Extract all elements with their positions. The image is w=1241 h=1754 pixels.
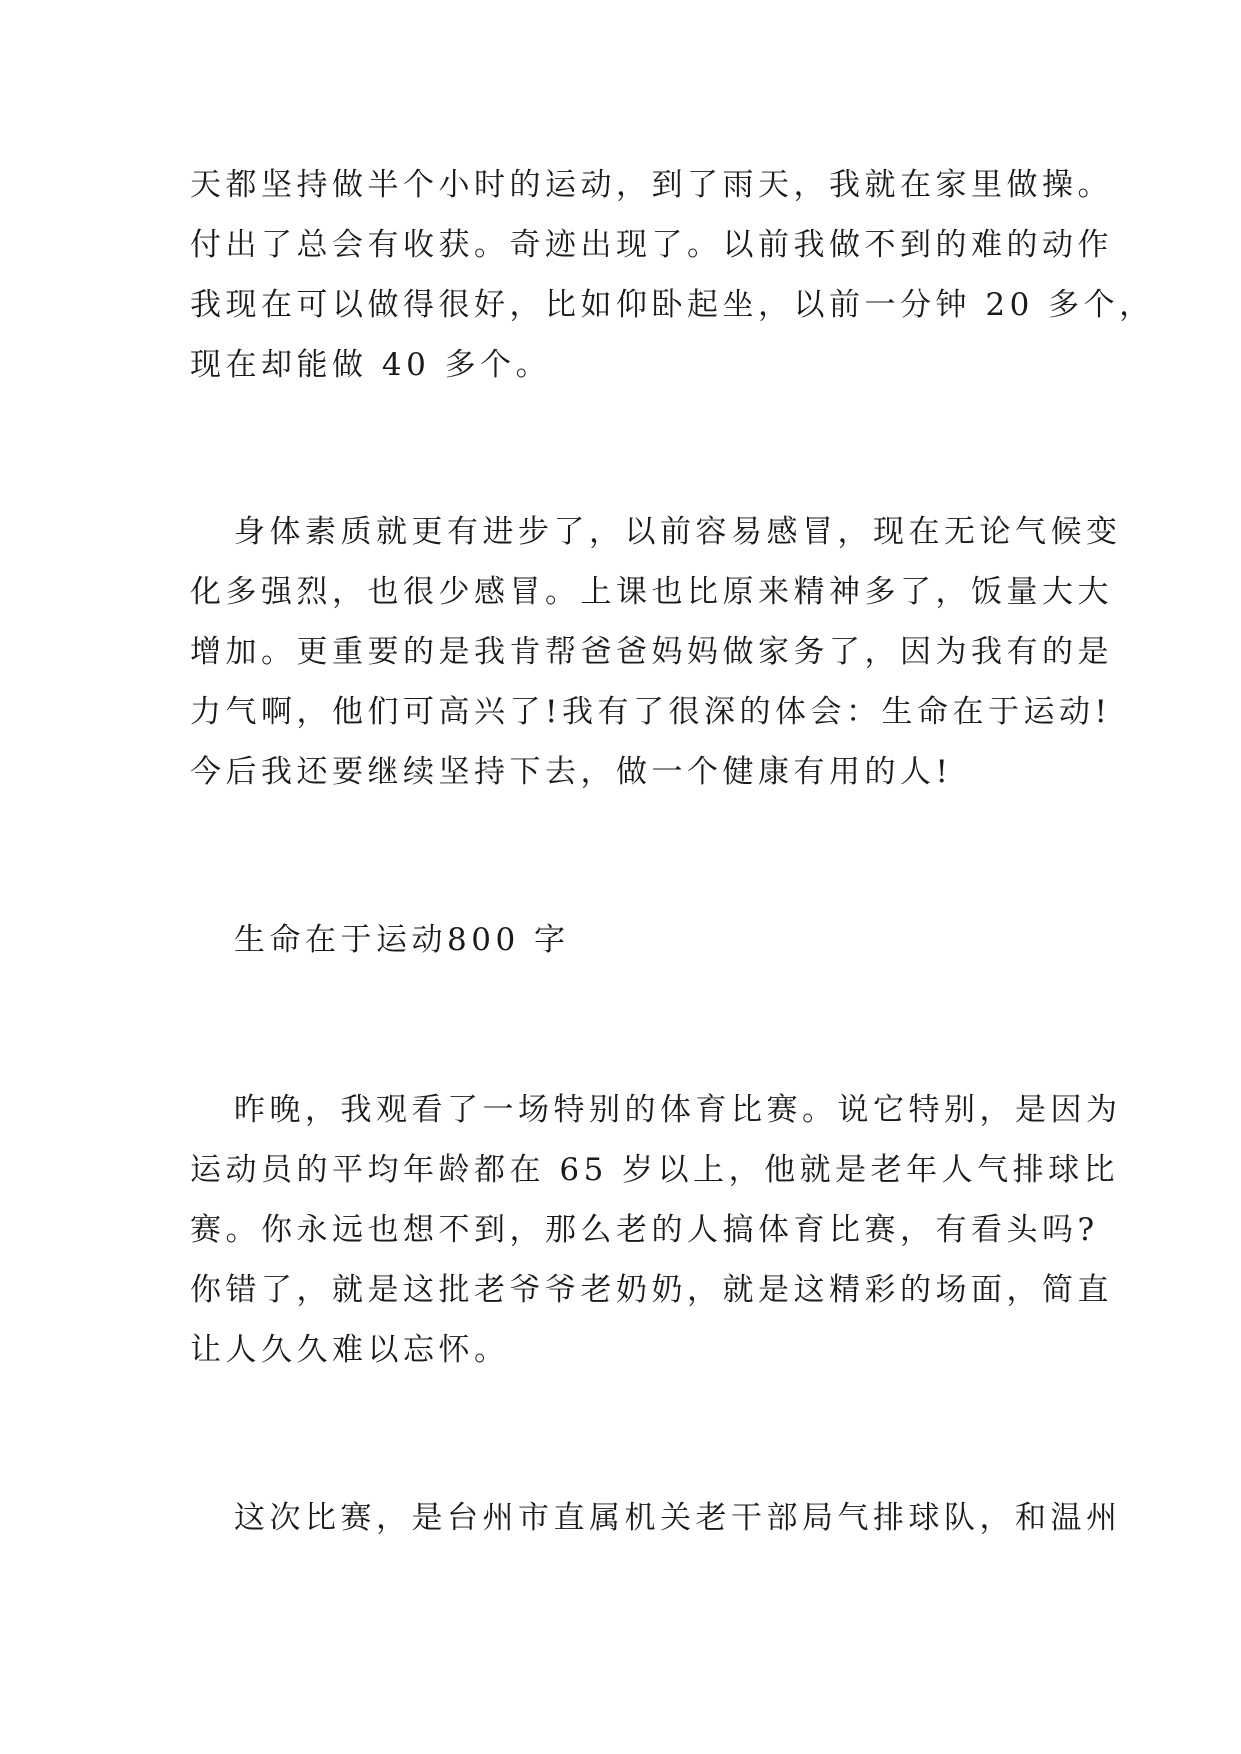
text-line: 今后我还要继续坚持下去，做一个健康有用的人! — [190, 754, 953, 790]
text-line: 你错了，就是这批老爷爷老奶奶，就是这精彩的场面，简直 — [190, 1272, 1113, 1308]
text-line: 增加。更重要的是我肯帮爸爸妈妈做家务了，因为我有的是 — [190, 634, 1113, 670]
text-line: 运动员的平均年龄都在 65 岁以上，他就是老年人气排球比 — [190, 1152, 1120, 1188]
text-line: 化多强烈，也很少感冒。上课也比原来精神多了，饭量大大 — [190, 574, 1113, 610]
section-heading: 生命在于运动800 字 — [234, 922, 570, 958]
text-line: 我现在可以做得很好，比如仰卧起坐，以前一分钟 20 多个， — [190, 287, 1155, 323]
text-line: 天都坚持做半个小时的运动，到了雨天，我就在家里做操。 — [190, 167, 1113, 203]
text-line: 现在却能做 40 多个。 — [190, 347, 552, 383]
text-line: 赛。你永远也想不到，那么老的人搞体育比赛，有看头吗? — [190, 1212, 1099, 1248]
text-line: 这次比赛，是台州市直属机关老干部局气排球队，和温州 — [234, 1500, 1122, 1536]
text-line: 身体素质就更有进步了，以前容易感冒，现在无论气候变 — [234, 514, 1122, 550]
text-line: 昨晚，我观看了一场特别的体育比赛。说它特别，是因为 — [234, 1092, 1122, 1128]
text-line: 付出了总会有收获。奇迹出现了。以前我做不到的难的动作 — [190, 227, 1113, 263]
text-line: 让人久久难以忘怀。 — [190, 1332, 510, 1368]
text-line: 力气啊，他们可高兴了!我有了很深的体会：生命在于运动! — [190, 694, 1112, 730]
